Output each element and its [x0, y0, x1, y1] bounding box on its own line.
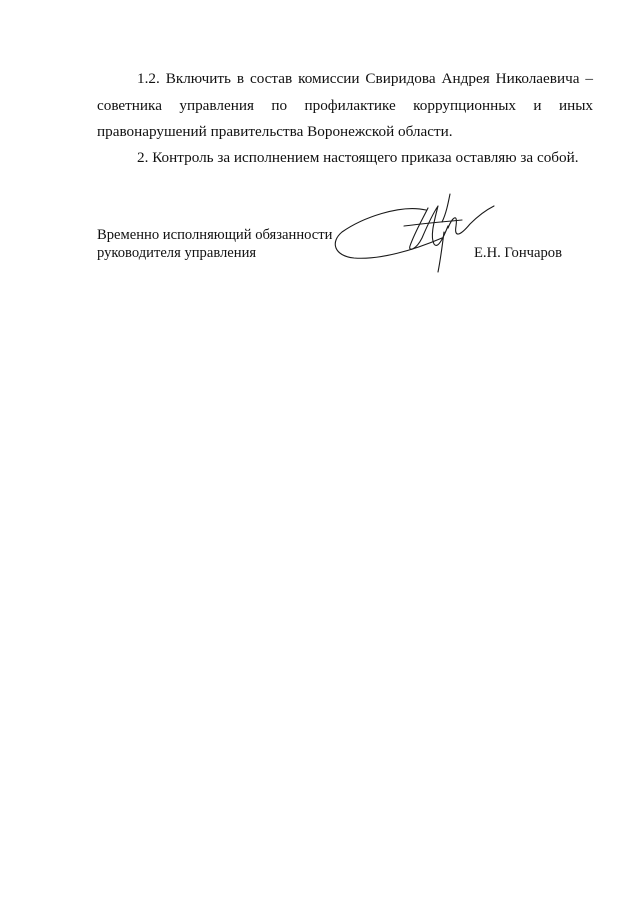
- paragraph-2: 2. Контроль за исполнением настоящего приказа оставляю за собой.: [137, 149, 579, 166]
- signer-position-line-2: руководителя управления: [97, 244, 257, 261]
- handwritten-signature: [330, 188, 500, 278]
- signer-name: Е.Н. Гончаров: [474, 245, 562, 261]
- signer-position: [97, 227, 332, 262]
- signature-stroke-top: [442, 194, 450, 222]
- paragraph-1-2: 1.2. Включить в состав комиссии Свиридова Андрея Николаевича – советника управления по профилактике коррупционных и иных правонарушений правительства Воронежской области.: [97, 70, 593, 140]
- signer-position-line-1: Временно исполняющий обязанности: [97, 227, 333, 243]
- signature-stroke-loop: [335, 209, 442, 259]
- signature-stroke-tail: [448, 206, 494, 234]
